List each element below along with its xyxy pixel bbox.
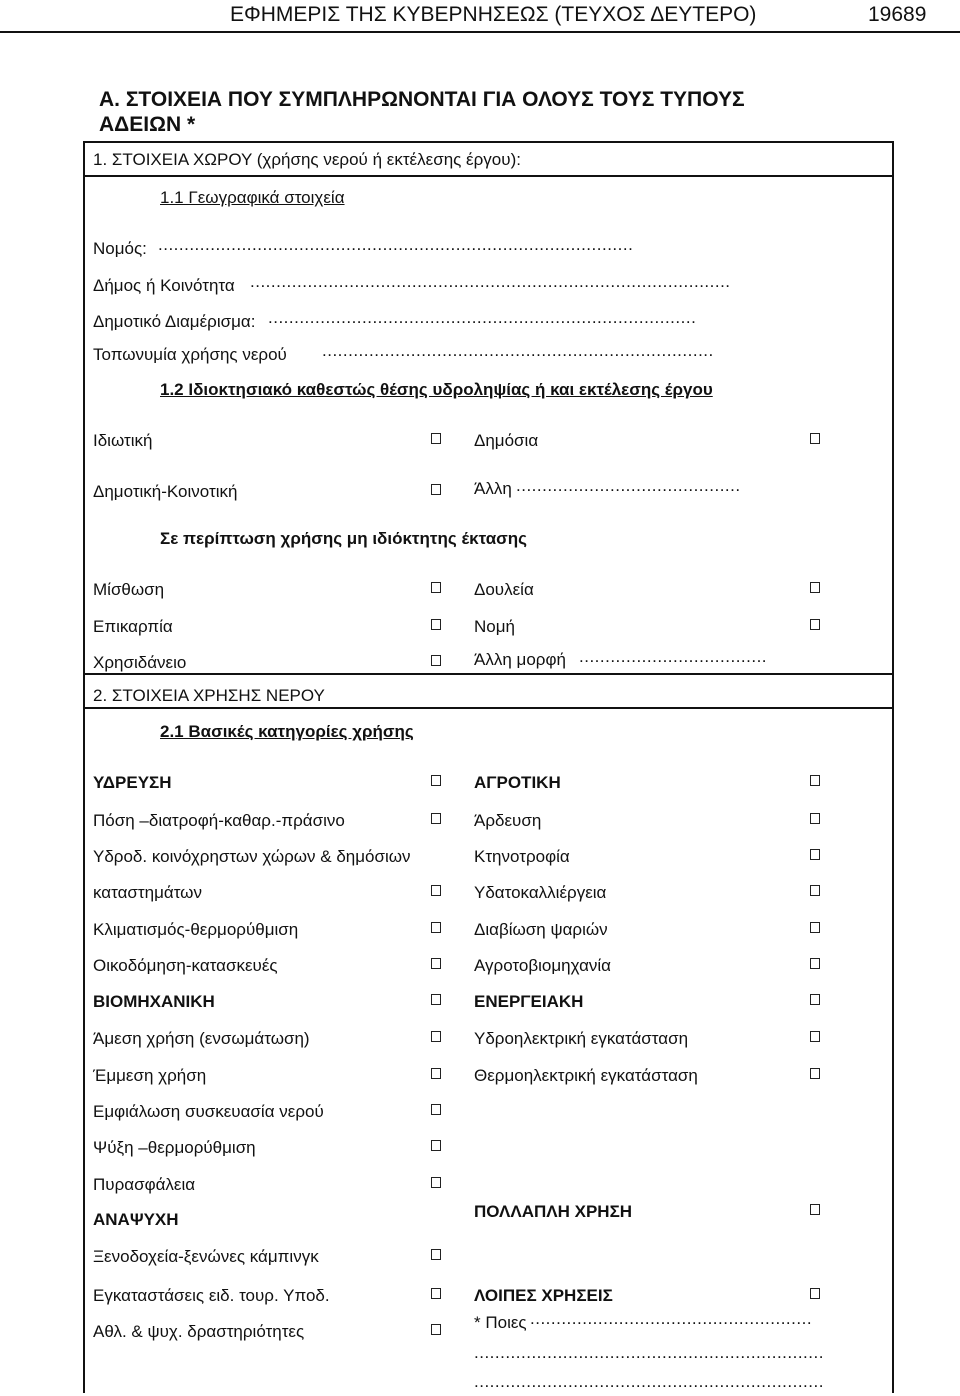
section2-divider <box>83 707 894 709</box>
left-checkbox-10[interactable] <box>431 1140 441 1151</box>
left-checkbox-7[interactable] <box>431 1031 441 1042</box>
right-label-1: Άρδευση <box>474 811 542 830</box>
left-checkbox-4[interactable] <box>431 922 441 933</box>
subsection-1-2-title: 1.2 Ιδιοκτησιακό καθεστώς θέσης υδροληψίας ή και εκτέλεσης έργου <box>160 380 713 399</box>
left-label-9: Εμφιάλωση συσκευασία νερού <box>93 1102 324 1121</box>
right-label-6: ΕΝΕΡΓΕΙΑΚΗ <box>474 992 584 1011</box>
emphyteusis-checkbox[interactable] <box>431 619 441 630</box>
possession-checkbox[interactable] <box>810 619 820 630</box>
right-label-7: Υδροηλεκτρική εγκατάσταση <box>474 1029 689 1048</box>
right-checkbox-10[interactable] <box>810 1288 820 1299</box>
page-number: 19689 <box>868 3 927 26</box>
other-form-field[interactable]: .................................... <box>579 647 768 666</box>
ownership-public-label: Δημόσια <box>474 431 539 450</box>
left-label-10: Ψύξη –θερμορύθμιση <box>93 1138 256 1157</box>
right-label-8: Θερμοηλεκτρική εγκατάσταση <box>474 1066 698 1085</box>
left-checkbox-3[interactable] <box>431 885 441 896</box>
left-label-4: Κλιματισμός-θερμορύθμιση <box>93 920 299 939</box>
ownership-other-field[interactable]: ........................................... <box>516 476 741 495</box>
right-label-3: Υδατοκαλλιέργεια <box>474 883 607 902</box>
section1-divider <box>83 175 894 177</box>
loan-checkbox[interactable] <box>431 655 441 666</box>
possession-label: Νομή <box>474 617 515 636</box>
ownership-private-checkbox[interactable] <box>431 433 441 444</box>
loan-label: Χρησιδάνειο <box>93 653 187 672</box>
section-a-title-cont: ΑΔΕΙΩΝ * <box>99 113 196 136</box>
left-label-8: Έμμεση χρήση <box>93 1066 207 1085</box>
municipality-label: Δήμος ή Κοινότητα <box>93 276 235 295</box>
right-label-10: ΛΟΙΠΕΣ ΧΡΗΣΕΙΣ <box>474 1286 613 1305</box>
other-uses-extra-line-2[interactable]: ................................................................... <box>474 1372 824 1391</box>
left-label-1: Πόση –διατροφή-καθαρ.-πράσινο <box>93 811 345 830</box>
gazette-header-title: ΕΦΗΜΕΡΙΣ ΤΗΣ ΚΥΒΕΡΝΗΣΕΩΣ (ΤΕΥΧΟΣ ΔΕΥΤΕΡΟ) <box>230 3 757 26</box>
left-label-6: ΒΙΟΜΗΧΑΝΙΚΗ <box>93 992 215 1011</box>
right-label-5: Αγροτοβιομηχανία <box>474 956 612 975</box>
right-label-9: ΠΟΛΛΑΠΛΗ ΧΡΗΣΗ <box>474 1202 633 1221</box>
right-checkbox-9[interactable] <box>810 1204 820 1215</box>
ownership-private-label: Ιδιωτική <box>93 431 153 450</box>
ownership-other-label: Άλλη <box>474 479 512 498</box>
left-label-2: Υδροδ. κοινόχρηστων χώρων & δημόσιων <box>93 847 411 866</box>
location-field[interactable]: ........................................................................... <box>322 341 714 360</box>
right-checkbox-8[interactable] <box>810 1068 820 1079</box>
subsection-1-1-title: 1.1 Γεωγραφικά στοιχεία <box>160 188 345 207</box>
prefecture-label: Νομός: <box>93 239 147 258</box>
left-checkbox-11[interactable] <box>431 1177 441 1188</box>
emphyteusis-label: Επικαρπία <box>93 617 173 636</box>
other-uses-extra-line-1[interactable]: ................................................................... <box>474 1343 824 1362</box>
ownership-public-checkbox[interactable] <box>810 433 820 444</box>
location-label: Τοπωνυμία χρήσης νερού <box>93 345 287 364</box>
right-label-11: * Ποιες <box>474 1313 527 1332</box>
right-label-2: Κτηνοτροφία <box>474 847 570 866</box>
left-label-13: Ξενοδοχεία-ξενώνες κάμπινγκ <box>93 1247 319 1266</box>
left-label-5: Οικοδόμηση-κατασκευές <box>93 956 278 975</box>
prefecture-field[interactable]: ........................................................................................... <box>158 235 634 254</box>
left-label-3: καταστημάτων <box>93 883 202 902</box>
left-checkbox-14[interactable] <box>431 1288 441 1299</box>
left-checkbox-6[interactable] <box>431 994 441 1005</box>
servitude-label: Δουλεία <box>474 580 534 599</box>
right-checkbox-6[interactable] <box>810 994 820 1005</box>
right-label-4: Διαβίωση ψαριών <box>474 920 608 939</box>
left-checkbox-0[interactable] <box>431 775 441 786</box>
non-owner-heading: Σε περίπτωση χρήσης μη ιδιόκτητης έκτασης <box>160 529 528 548</box>
right-checkbox-1[interactable] <box>810 813 820 824</box>
subsection-2-1-title: 2.1 Βασικές κατηγορίες χρήσης <box>160 722 414 741</box>
other-form-label: Άλλη μορφή <box>474 650 566 669</box>
ownership-municipal-label: Δημοτική-Κοινοτική <box>93 482 238 501</box>
left-checkbox-1[interactable] <box>431 813 441 824</box>
right-checkbox-2[interactable] <box>810 849 820 860</box>
right-label-0: ΑΓΡΟΤΙΚΗ <box>474 773 561 792</box>
left-label-11: Πυρασφάλεια <box>93 1175 196 1194</box>
left-label-0: ΥΔΡΕΥΣΗ <box>93 773 172 792</box>
municipality-field[interactable]: ............................................................................................ <box>250 272 731 291</box>
left-checkbox-5[interactable] <box>431 958 441 969</box>
ownership-municipal-checkbox[interactable] <box>431 484 441 495</box>
right-checkbox-4[interactable] <box>810 922 820 933</box>
left-checkbox-8[interactable] <box>431 1068 441 1079</box>
left-label-15: Αθλ. & ψυχ. δραστηριότητες <box>93 1322 305 1341</box>
right-checkbox-0[interactable] <box>810 775 820 786</box>
district-label: Δημοτικό Διαμέρισμα: <box>93 312 256 331</box>
lease-label: Μίσθωση <box>93 580 165 599</box>
left-checkbox-15[interactable] <box>431 1324 441 1335</box>
left-label-14: Εγκαταστάσεις ειδ. τουρ. Υποδ. <box>93 1286 330 1305</box>
right-checkbox-7[interactable] <box>810 1031 820 1042</box>
right-checkbox-3[interactable] <box>810 885 820 896</box>
left-label-12: ΑΝΑΨΥΧΗ <box>93 1210 179 1229</box>
section-a-title: Α. ΣΤΟΙΧΕΙΑ ΠΟΥ ΣΥΜΠΛΗΡΩΝΟΝΤΑΙ ΓΙΑ ΟΛΟΥΣ ΤΟΥΣ ΤΥΠΟΥΣ <box>99 88 745 111</box>
servitude-checkbox[interactable] <box>810 582 820 593</box>
left-checkbox-13[interactable] <box>431 1249 441 1260</box>
right-field-11[interactable]: ...................................................... <box>530 1309 813 1328</box>
left-checkbox-9[interactable] <box>431 1104 441 1115</box>
lease-checkbox[interactable] <box>431 582 441 593</box>
left-label-7: Άμεση χρήση (ενσωμάτωση) <box>93 1029 310 1048</box>
header-rule <box>0 31 960 33</box>
section2-title: 2. ΣΤΟΙΧΕΙΑ ΧΡΗΣΗΣ ΝΕΡΟΥ <box>93 686 325 705</box>
section2-top-divider <box>83 673 894 675</box>
district-field[interactable]: .................................................................................. <box>268 308 697 327</box>
section1-title: 1. ΣΤΟΙΧΕΙΑ ΧΩΡΟΥ (χρήσης νερού ή εκτέλεσης έργου): <box>93 150 521 169</box>
right-checkbox-5[interactable] <box>810 958 820 969</box>
